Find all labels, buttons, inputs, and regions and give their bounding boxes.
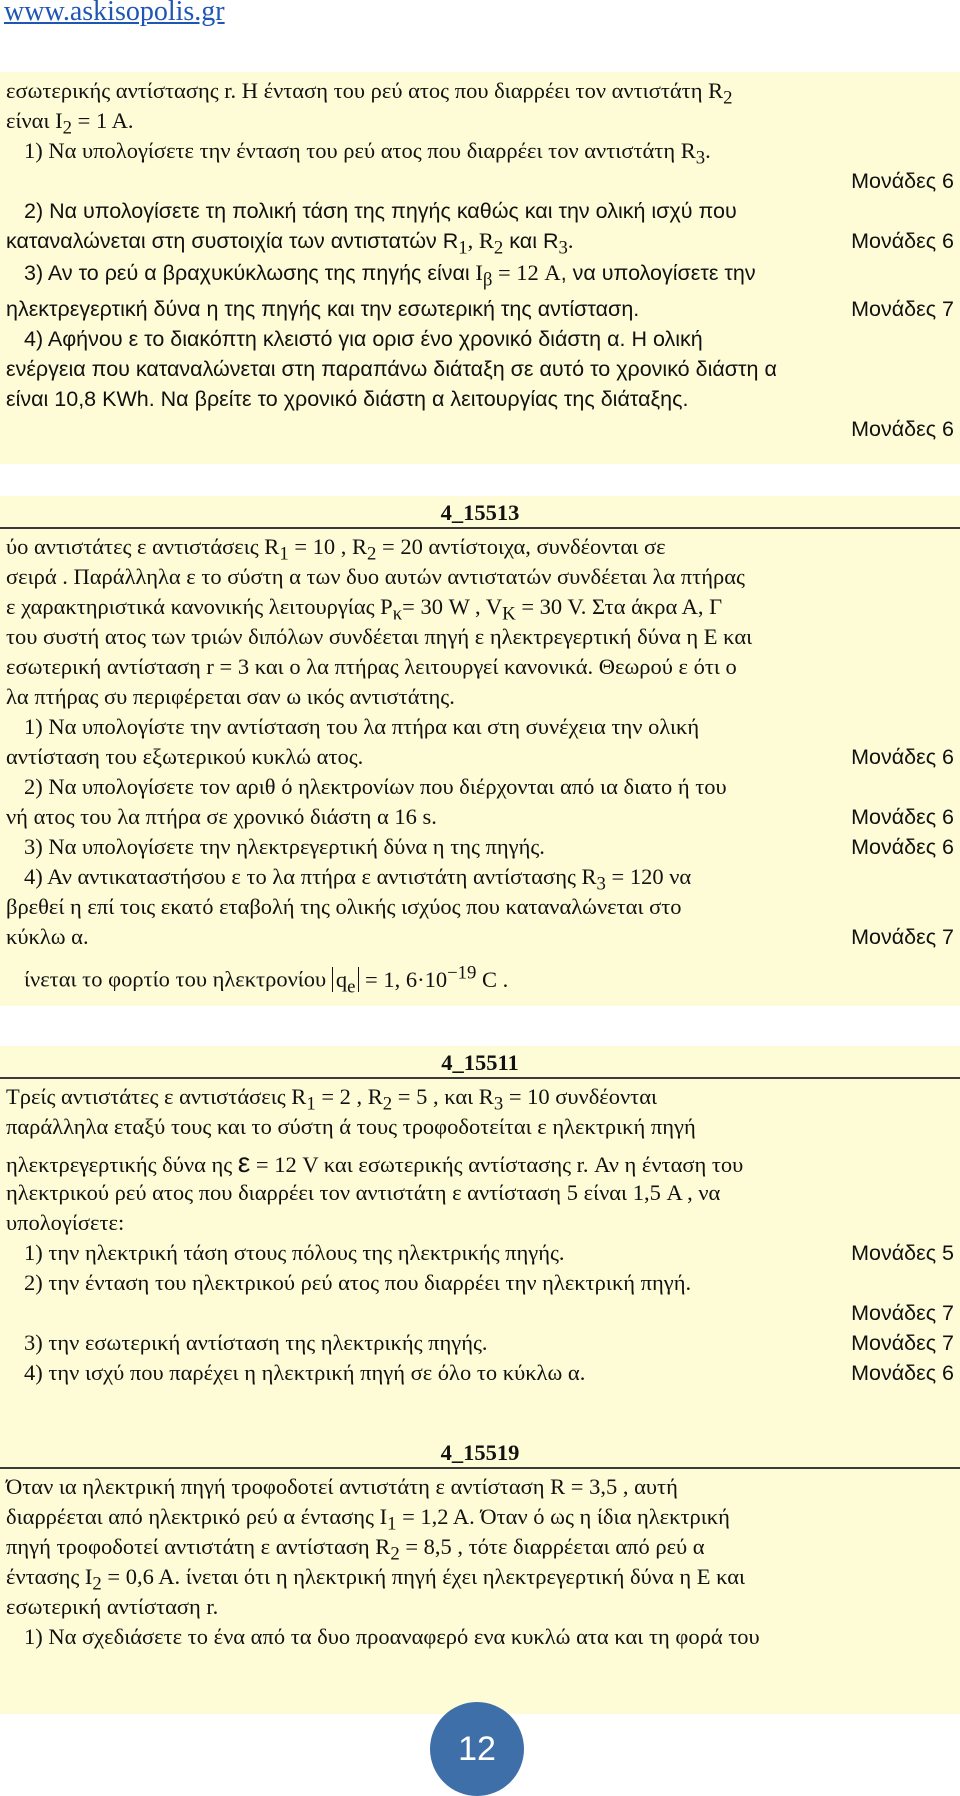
question-3: 3) Να υπολογίσετε την ηλεκτρεγερτική δύνα η της πηγής. Μονάδες 6 <box>24 834 954 859</box>
site-link[interactable]: www.askisopolis.gr <box>4 0 225 27</box>
text-line: λα πτήρας συ περιφέρεται σαν ω ικός αντιστάτης. <box>6 684 455 709</box>
text-line: σειρά . Παράλληλα ε το σύστη α των δυο αυτών αντιστατών συνδέεται λα πτήρας <box>6 564 745 589</box>
epsilon-symbol: ε <box>237 1147 251 1178</box>
short-circuit-formula: $I_\beta = 12$ A <box>475 260 561 291</box>
question-1: 1) Να σχεδιάσετε το ένα από τα δυο προαναφερό ενα κυκλώ ατα και τη φορά του <box>24 1624 760 1649</box>
electron-charge-formula: $q_e = 1$, $6\cdot 10^{-19}$ C . <box>332 967 508 992</box>
text-line: καταναλώνεται στη συστοιχία των αντιστατών $R_1$, $R_2$ και $R_3$. Μονάδες 6 <box>6 228 954 259</box>
text-line: ηλεκτρεγερτική δύνα η της πηγής και την εσωτερική της αντίσταση. Μονάδες 7 <box>6 297 954 321</box>
text-line: κύκλω α. Μονάδες 7 <box>6 924 954 949</box>
text-line: βρεθεί η επί τοις εκατό εταβολή της ολικής ισχύος που καταναλώνεται στο <box>6 894 682 919</box>
text-line: ηλεκτρικού ρεύ ατος που διαρρέει τον αντιστάτη ε αντίσταση 5 είναι 1,5 A , να <box>6 1180 721 1205</box>
title-rule <box>0 527 960 529</box>
problem-continuation-block <box>0 72 960 464</box>
problem-title: 4_15519 <box>440 1440 520 1465</box>
question-1: 1) την ηλεκτρική τάση στους πόλους της ηλεκτρικής πηγής. Μονάδες 5 <box>24 1240 954 1265</box>
text-line: Όταν ια ηλεκτρική πηγή τροφοδοτεί αντιστάτη ε αντίσταση R = 3,5 , αυτή <box>6 1474 678 1499</box>
text-line: ε χαρακτηριστικά κανονικής λειτουργίας $P_\kappa= 30$ W , $V_K = 30$ V. Στα άκρα Α, Γ <box>6 594 723 625</box>
text-line: Τρείς αντιστάτες ε αντιστάσεις $R_1 = 2$ , $R_2 = 5$ , και $R_3 = 10$ συνδέονται <box>6 1084 658 1115</box>
question-3: 3) Αν το ρεύ α βραχυκύκλωσης της πηγής είναι $I_\beta = 12$ A, να υπολογίσετε την <box>24 260 756 291</box>
text-line: εσωτερικής αντίστασης r. Η ένταση του ρεύ ατος που διαρρέει τον αντιστάτη $R_2$ <box>6 78 733 109</box>
text-line: παράλληλα εταξύ τους και το σύστη ά τους τροφοδοτείται ε ηλεκτρική πηγή <box>6 1114 696 1139</box>
problem-15513 <box>0 496 960 1006</box>
text-line: ύο αντιστάτες ε αντιστάσεις $R_1 = 10$ , $R_2 = 20$ αντίστοιχα, συνδέονται σε <box>6 534 666 565</box>
question-4: 4) Αν αντικαταστήσου ε το λα πτήρα ε αντιστάτη αντίστασης $R_3 = 120$ να <box>24 864 692 895</box>
marks: Μονάδες 7 <box>851 1301 954 1325</box>
question-1: 1) Να υπολογίσετε την ένταση του ρεύ ατος που διαρρέει τον αντιστάτη $R_3$. <box>24 138 711 169</box>
question-2: 2) την ένταση του ηλεκτρικού ρεύ ατος που διαρρέει την ηλεκτρική πηγή. <box>24 1270 692 1295</box>
question-2: 2) Να υπολογίσετε τη πολική τάση της πηγής καθώς και την ολική ισχύ που <box>24 199 737 223</box>
page-number-badge: 12 <box>430 1702 524 1796</box>
text-line: του συστή ατος των τριών διπόλων συνδέεται πηγή ε ηλεκτρεγερτική δύνα η E και <box>6 624 753 649</box>
title-rule <box>0 1467 960 1469</box>
text-line: ηλεκτρεγερτικής δύνα ης ε = 12 V και εσωτερικής αντίστασης r. Αν η ένταση του <box>6 1147 744 1178</box>
problem-title: 4_15511 <box>441 1050 519 1075</box>
text-line: υπολογίσετε: <box>6 1210 125 1235</box>
given-charge: ίνεται το φορτίο του ηλεκτρονίου $q_e = 1$, $6\cdot 10^{-19}$ C . <box>24 962 509 997</box>
marks: Μονάδες 6 <box>851 169 954 193</box>
text-line: ενέργεια που καταναλώνεται στη παραπάνω διάταξη σε αυτό το χρονικό διάστη α <box>6 357 777 381</box>
text-line: διαρρέεται από ηλεκτρικό ρεύ α έντασης $I_1 = 1,2$ A. Όταν ό ως η ίδια ηλεκτρική <box>6 1504 730 1535</box>
text-line: εσωτερική αντίσταση r = 3 και ο λα πτήρας λειτουργεί κανονικά. Θεωρού ε ότι ο <box>6 654 737 679</box>
problem-15511 <box>0 1046 960 1470</box>
question-2: 2) Να υπολογίσετε τον αριθ ό ηλεκτρονίων που διέρχονται από ια διατο ή του <box>24 774 727 799</box>
text-line: εσωτερική αντίσταση r. <box>6 1594 219 1619</box>
text-line: νή ατος του λα πτήρα σε χρονικό διάστη α 16 s. Μονάδες 6 <box>6 804 954 829</box>
text-line: είναι $I_2 = 1$ A. <box>6 108 134 139</box>
text-line: είναι 10,8 KWh. Να βρείτε το χρονικό διάστη α λειτουργίας της διάταξης. <box>6 387 689 411</box>
title-rule <box>0 1077 960 1079</box>
text-line: έντασης $I_2 = 0,6$ A. ίνεται ότι η ηλεκτρική πηγή έχει ηλεκτρεγερτική δύνα η E και <box>6 1564 746 1595</box>
text-line: πηγή τροφοδοτεί αντιστάτη ε αντίσταση $R_2 = 8,5$ , τότε διαρρέεται από ρεύ α <box>6 1534 705 1565</box>
marks: Μονάδες 6 <box>851 417 954 441</box>
question-3: 3) την εσωτερική αντίσταση της ηλεκτρικής πηγής. Μονάδες 7 <box>24 1330 954 1355</box>
question-4: 4) Αφήνου ε το διακόπτη κλειστό για ορισ ένο χρονικό διάστη α. Η ολική <box>24 327 703 351</box>
problem-title: 4_15513 <box>440 500 520 525</box>
text-line: αντίσταση του εξωτερικού κυκλώ ατος. Μονάδες 6 <box>6 744 954 769</box>
question-4: 4) την ισχύ που παρέχει η ηλεκτρική πηγή σε όλο το κύκλω α. Μονάδες 6 <box>24 1360 954 1385</box>
problem-15519 <box>0 1436 960 1714</box>
question-1: 1) Να υπολογίστε την αντίσταση του λα πτήρα και στη συνέχεια την ολική <box>24 714 700 739</box>
